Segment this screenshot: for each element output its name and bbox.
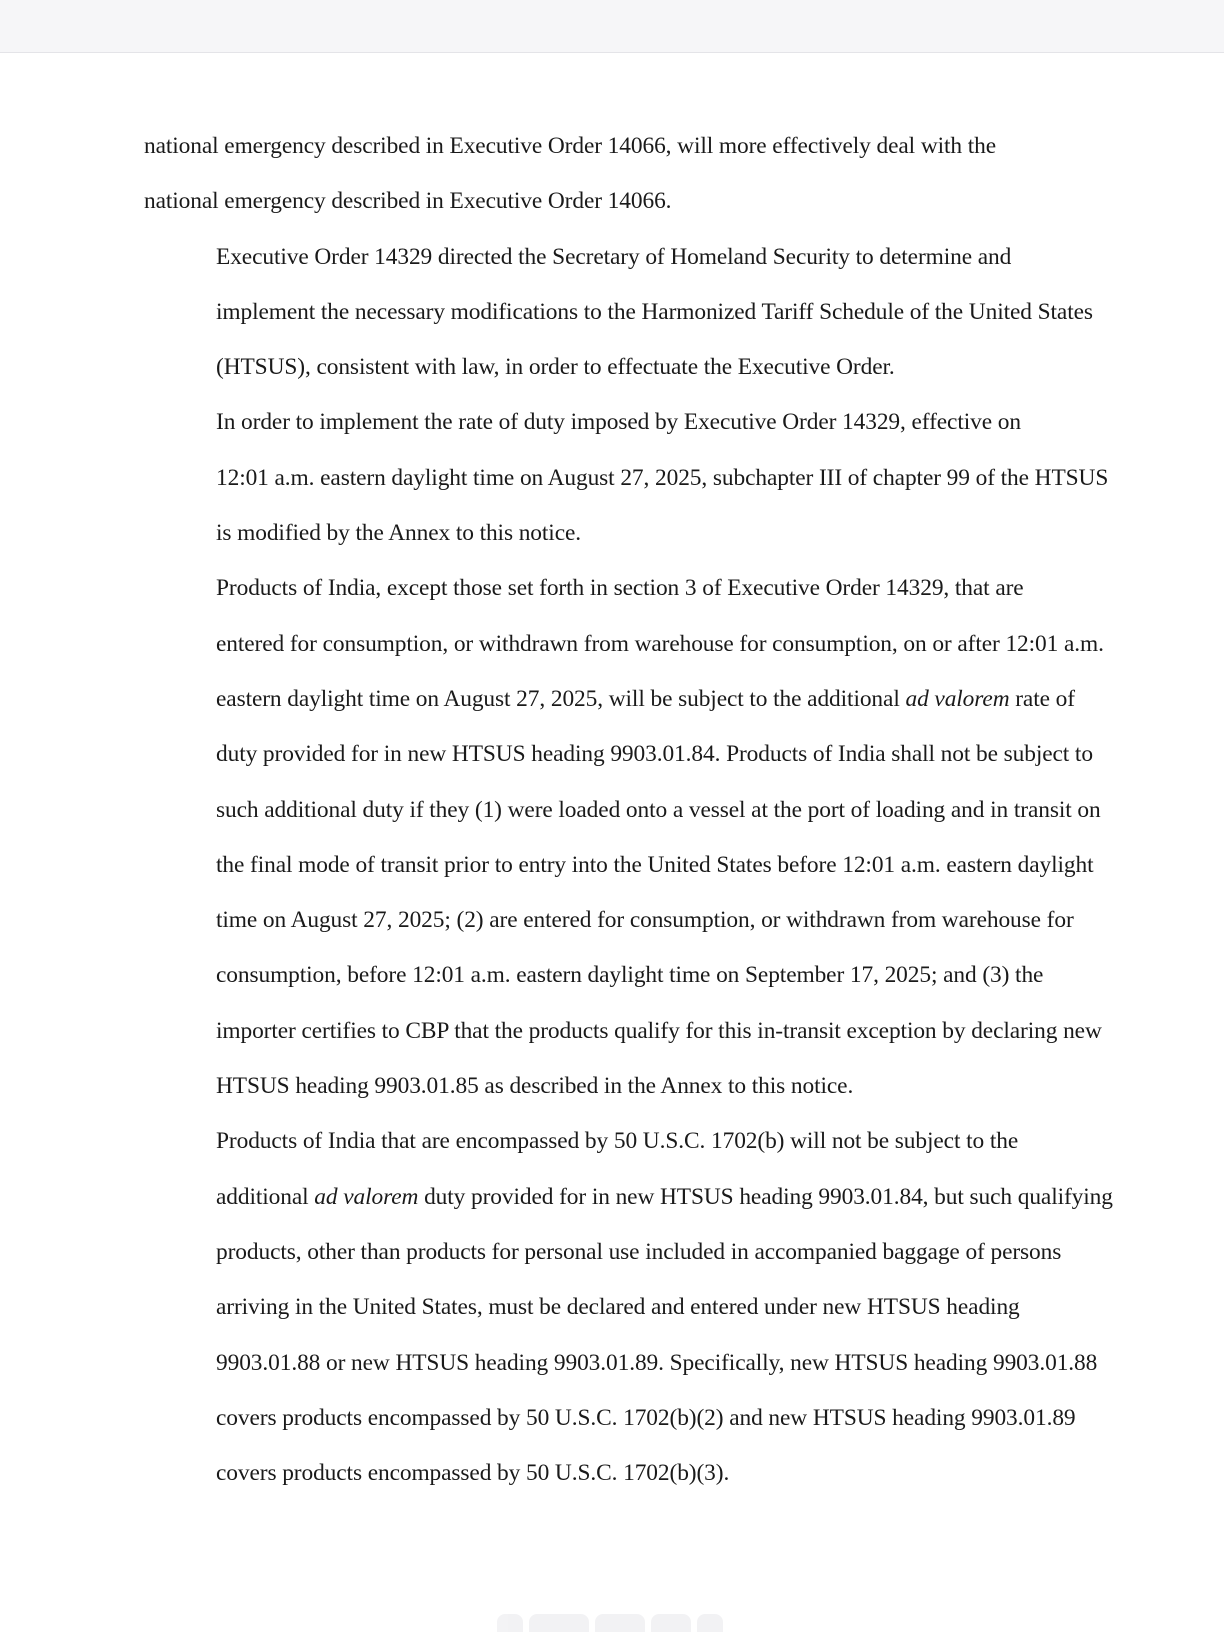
text-line: covers products encompassed by 50 U.S.C. 1702(b)(3). (216, 1460, 730, 1487)
text-line: the final mode of transit prior to entry into the United States before 12:01 a.m. eastern daylight (216, 851, 1094, 878)
text-line: covers products encompassed by 50 U.S.C. 1702(b)(2) and new HTSUS heading 9903.01.89 (216, 1404, 1076, 1431)
text-segment: additional (216, 1183, 315, 1210)
text-line: In order to implement the rate of duty imposed by Executive Order 14329, effective on (216, 409, 1021, 436)
text-line: national emergency described in Executive Order 14066. (144, 188, 672, 215)
document-body (144, 119, 1113, 1501)
text-line (144, 672, 1084, 727)
text-line: 12:01 a.m. eastern daylight time on August 27, 2025, subchapter III of chapter 99 of the HTSUS (216, 464, 1109, 491)
text-line: Products of India, except those set forth in section 3 of Executive Order 14329, that are (216, 575, 1024, 602)
text-line: national emergency described in Executive Order 14066, will more effectively deal with the (144, 133, 997, 159)
text-line: Executive Order 14329 directed the Secretary of Homeland Security to determine and (216, 243, 1012, 270)
paragraph (144, 230, 1093, 396)
text-segment: eastern daylight time on August 27, 2025, will be subject to the additional (216, 685, 906, 712)
text-segment: rate of (1009, 685, 1075, 712)
text-line: duty provided for in new HTSUS heading 9903.01.84. Products of India shall not be subject to (216, 741, 1093, 768)
text-line: Products of India that are encompassed by 50 U.S.C. 1702(b) will not be subject to the (216, 1128, 1019, 1155)
text-line: implement the necessary modifications to the Harmonized Tariff Schedule of the United States (216, 298, 1093, 325)
paragraph (144, 119, 1084, 230)
text-line (144, 1170, 1113, 1225)
text-line: arriving in the United States, must be declared and entered under new HTSUS heading (216, 1294, 1020, 1321)
paragraph (144, 395, 1109, 561)
paragraph (144, 561, 1104, 1114)
text-line: consumption, before 12:01 a.m. eastern daylight time on September 17, 2025; and (3) the (216, 962, 1044, 989)
text-line: time on August 27, 2025; (2) are entered for consumption, or withdrawn from warehouse for (216, 907, 1074, 934)
text-line: (HTSUS), consistent with law, in order to effectuate the Executive Order. (216, 354, 895, 381)
text-line: entered for consumption, or withdrawn from warehouse for consumption, on or after 12:01 a.m. (216, 630, 1104, 657)
text-line: products, other than products for personal use included in accompanied baggage of persons (216, 1238, 1062, 1265)
italic-term: ad valorem (905, 685, 1010, 712)
text-segment: duty provided for in new HTSUS heading 9903.01.84, but such qualifying (418, 1183, 1113, 1210)
text-line: such additional duty if they (1) were loaded onto a vessel at the port of loading and in transit on (216, 796, 1101, 823)
document-page (0, 53, 1224, 1632)
italic-term: ad valorem (314, 1183, 419, 1210)
watermark (497, 1608, 727, 1632)
text-line: is modified by the Annex to this notice. (216, 520, 582, 547)
text-line: 9903.01.88 or new HTSUS heading 9903.01.89. Specifically, new HTSUS heading 9903.01.88 (216, 1349, 1098, 1376)
viewer-top-bar (0, 0, 1224, 53)
text-line: HTSUS heading 9903.01.85 as described in the Annex to this notice. (216, 1073, 854, 1100)
paragraph (144, 1114, 1113, 1501)
text-line: importer certifies to CBP that the products qualify for this in-transit exception by declaring new (216, 1017, 1102, 1044)
